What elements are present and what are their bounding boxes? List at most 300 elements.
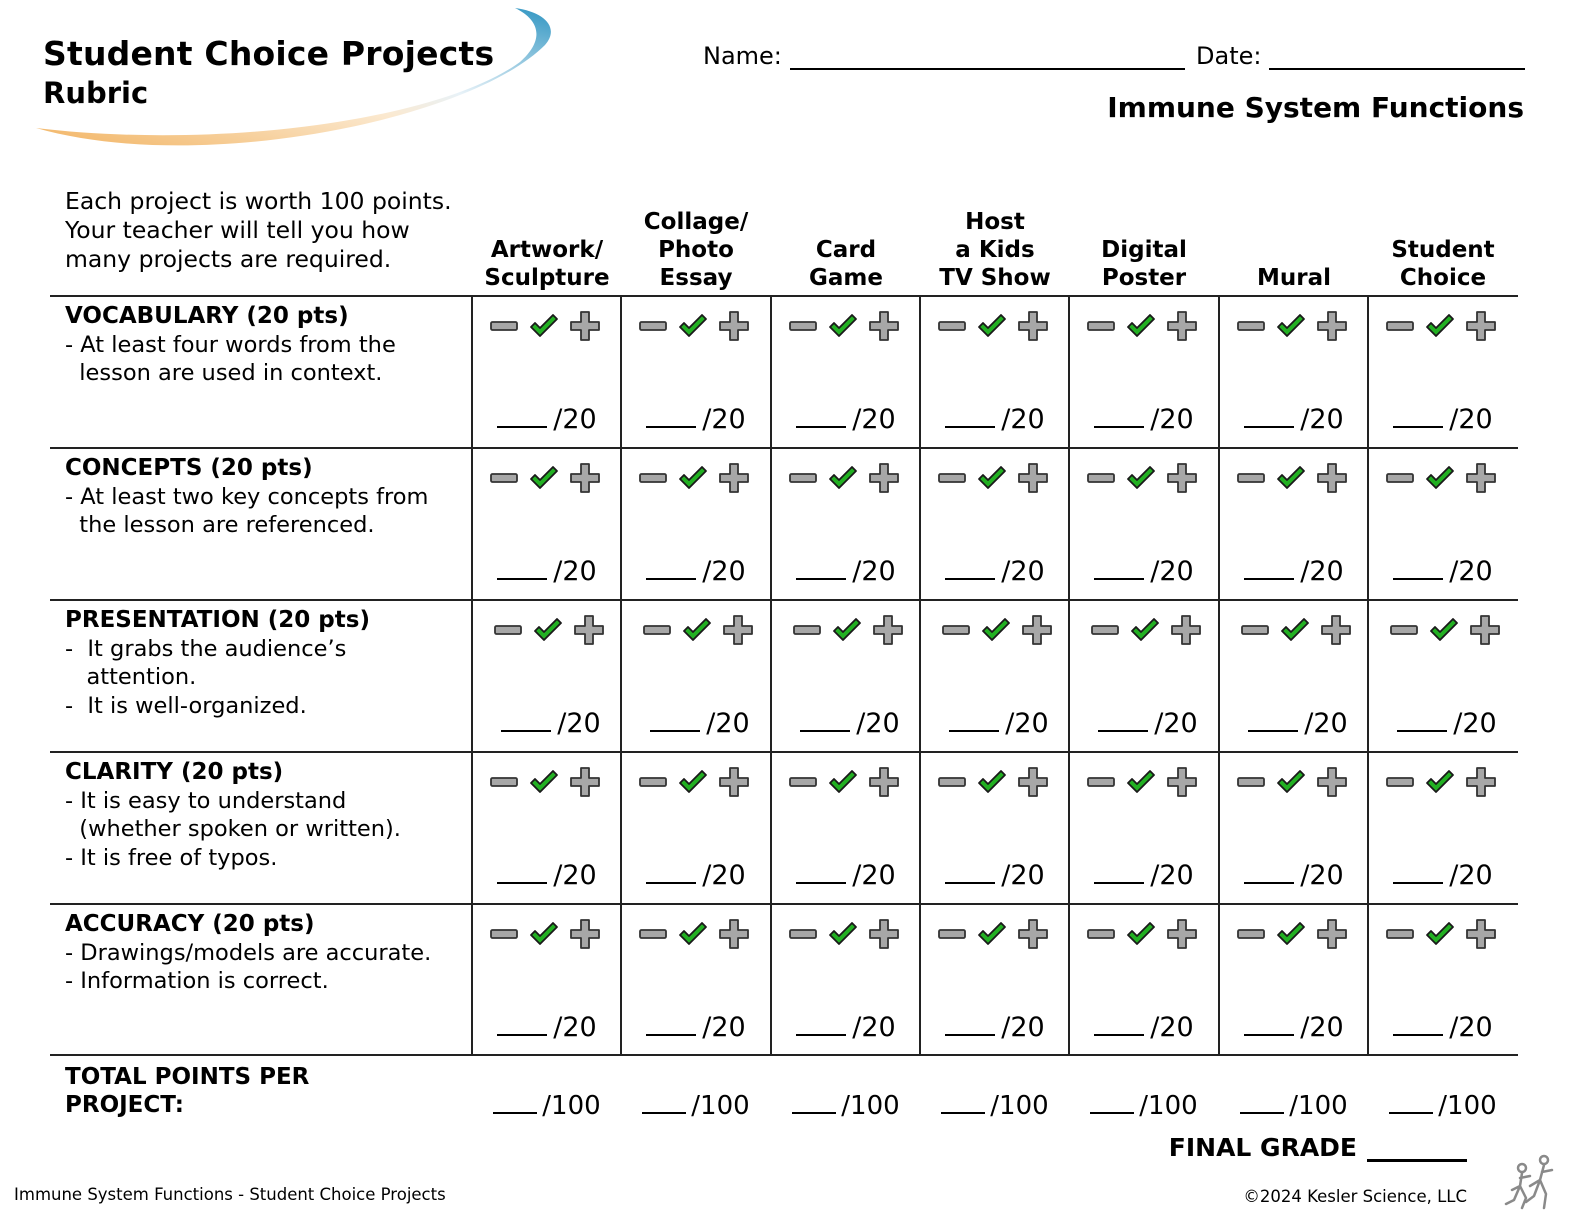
checkmark-icon[interactable]	[1126, 769, 1156, 795]
score-blank[interactable]	[1248, 706, 1298, 732]
minus-icon[interactable]	[1237, 776, 1265, 788]
minus-icon[interactable]	[789, 928, 817, 940]
topic-title: Immune System Functions	[1107, 91, 1524, 124]
plus-icon[interactable]	[869, 463, 899, 493]
total-max: /100	[841, 1091, 900, 1121]
checkmark-icon[interactable]	[1276, 921, 1306, 947]
criterion-description	[65, 910, 470, 996]
score-max: /20	[1001, 404, 1045, 435]
score-field[interactable]	[621, 1010, 771, 1043]
score-max: /20	[1150, 860, 1194, 891]
plus-icon[interactable]	[1018, 311, 1048, 341]
column-header	[920, 200, 1070, 292]
checkmark-icon[interactable]	[529, 921, 559, 947]
page-title: Student Choice Projects	[43, 34, 495, 73]
name-field[interactable]	[703, 42, 1185, 70]
score-field[interactable]	[1069, 858, 1219, 891]
column-header	[472, 200, 622, 292]
score-blank[interactable]	[1397, 706, 1447, 732]
column-header-text	[1101, 236, 1187, 292]
score-field[interactable]	[920, 858, 1070, 891]
plus-icon[interactable]	[1466, 767, 1496, 797]
score-blank[interactable]	[646, 858, 696, 884]
checkmark-icon[interactable]	[977, 465, 1007, 491]
total-blank[interactable]	[1090, 1090, 1134, 1114]
plus-icon[interactable]	[869, 919, 899, 949]
total-blank[interactable]	[941, 1090, 985, 1114]
score-max: /20	[553, 556, 597, 587]
score-field[interactable]	[1368, 1010, 1518, 1043]
column-header-line: Poster	[1101, 265, 1187, 291]
score-max: /20	[852, 1012, 896, 1043]
plus-icon[interactable]	[1167, 919, 1197, 949]
score-max: /20	[553, 404, 597, 435]
checkmark-icon[interactable]	[1126, 313, 1156, 339]
rating-marks[interactable]	[1087, 918, 1197, 950]
score-field[interactable]	[472, 858, 622, 891]
rating-marks[interactable]	[938, 310, 1048, 342]
total-max: /100	[542, 1091, 601, 1121]
total-score-field[interactable]	[621, 1090, 771, 1121]
total-blank[interactable]	[1389, 1090, 1433, 1114]
score-max: /20	[557, 708, 601, 739]
score-blank[interactable]	[1094, 858, 1144, 884]
score-max: /20	[1304, 708, 1348, 739]
minus-icon[interactable]	[490, 928, 518, 940]
minus-icon[interactable]	[789, 472, 817, 484]
score-field[interactable]	[1223, 706, 1373, 739]
minus-icon[interactable]	[639, 320, 667, 332]
score-max: /20	[852, 556, 896, 587]
checkmark-icon[interactable]	[1425, 769, 1455, 795]
name-label: Name:	[703, 42, 782, 70]
checkmark-icon[interactable]	[828, 313, 858, 339]
plus-icon[interactable]	[570, 767, 600, 797]
rating-marks[interactable]	[639, 310, 749, 342]
rating-marks[interactable]	[1237, 462, 1347, 494]
score-field[interactable]	[625, 706, 775, 739]
checkmark-icon[interactable]	[533, 617, 563, 643]
checkmark-icon[interactable]	[678, 313, 708, 339]
column-header-line: Game	[809, 265, 883, 291]
score-field[interactable]	[771, 402, 921, 435]
rating-marks[interactable]	[938, 918, 1048, 950]
score-blank[interactable]	[796, 1010, 846, 1036]
minus-icon[interactable]	[639, 472, 667, 484]
score-blank[interactable]	[796, 554, 846, 580]
checkmark-icon[interactable]	[678, 921, 708, 947]
checkmark-icon[interactable]	[977, 769, 1007, 795]
score-max: /20	[1001, 556, 1045, 587]
score-blank[interactable]	[1393, 858, 1443, 884]
plus-icon[interactable]	[869, 311, 899, 341]
score-blank[interactable]	[1094, 402, 1144, 428]
score-max: /20	[1150, 1012, 1194, 1043]
rating-marks[interactable]	[490, 310, 600, 342]
minus-icon[interactable]	[1386, 320, 1414, 332]
footer-title: Immune System Functions - Student Choice Projects	[14, 1185, 446, 1204]
checkmark-icon[interactable]	[1425, 921, 1455, 947]
rating-marks[interactable]	[942, 614, 1052, 646]
score-field[interactable]	[472, 1010, 622, 1043]
rating-marks[interactable]	[490, 766, 600, 798]
score-blank[interactable]	[1244, 554, 1294, 580]
minus-icon[interactable]	[1087, 320, 1115, 332]
minus-icon[interactable]	[639, 928, 667, 940]
minus-icon[interactable]	[1237, 472, 1265, 484]
rating-marks[interactable]	[1386, 918, 1496, 950]
score-max: /20	[1001, 1012, 1045, 1043]
plus-icon[interactable]	[1018, 767, 1048, 797]
rating-marks[interactable]	[1390, 614, 1500, 646]
score-max: /20	[702, 556, 746, 587]
criterion-bullet: - It is easy to understand	[65, 787, 347, 814]
plus-icon[interactable]	[1022, 615, 1052, 645]
plus-icon[interactable]	[1171, 615, 1201, 645]
checkmark-icon[interactable]	[1276, 769, 1306, 795]
minus-icon[interactable]	[1087, 928, 1115, 940]
score-field[interactable]	[1368, 858, 1518, 891]
score-blank[interactable]	[1094, 554, 1144, 580]
score-field[interactable]	[920, 1010, 1070, 1043]
rating-marks[interactable]	[789, 766, 899, 798]
plus-icon[interactable]	[873, 615, 903, 645]
criterion-bullet: - At least four words from the	[65, 331, 396, 358]
rating-marks[interactable]	[789, 918, 899, 950]
score-blank[interactable]	[1393, 554, 1443, 580]
minus-icon[interactable]	[1386, 928, 1414, 940]
final-grade-label: FINAL GRADE	[1168, 1133, 1357, 1162]
plus-icon[interactable]	[719, 463, 749, 493]
plus-icon[interactable]	[570, 463, 600, 493]
rating-marks[interactable]	[793, 614, 903, 646]
plus-icon[interactable]	[1317, 919, 1347, 949]
score-blank[interactable]	[1244, 402, 1294, 428]
total-blank[interactable]	[792, 1090, 836, 1114]
checkmark-icon[interactable]	[529, 465, 559, 491]
rating-marks[interactable]	[789, 310, 899, 342]
checkmark-icon[interactable]	[1280, 617, 1310, 643]
score-blank[interactable]	[497, 1010, 547, 1036]
total-score-field[interactable]	[472, 1090, 622, 1121]
score-field[interactable]	[920, 554, 1070, 587]
column-header-text	[939, 208, 1051, 292]
plus-icon[interactable]	[1018, 463, 1048, 493]
score-field[interactable]	[1069, 402, 1219, 435]
total-blank[interactable]	[1240, 1090, 1284, 1114]
plus-icon[interactable]	[1466, 311, 1496, 341]
score-field[interactable]	[771, 554, 921, 587]
name-line[interactable]	[790, 44, 1185, 70]
plus-icon[interactable]	[1470, 615, 1500, 645]
total-score-field[interactable]	[771, 1090, 921, 1121]
date-line[interactable]	[1269, 44, 1525, 70]
rating-marks[interactable]	[1087, 462, 1197, 494]
criterion-title: CLARITY (20 pts)	[65, 759, 284, 785]
minus-icon[interactable]	[942, 624, 970, 636]
row-divider	[50, 1054, 1518, 1056]
criterion-bullet: attention.	[65, 664, 197, 690]
checkmark-icon[interactable]	[529, 313, 559, 339]
score-field[interactable]	[1219, 402, 1369, 435]
score-max: /20	[702, 1012, 746, 1043]
date-field[interactable]	[1196, 42, 1525, 70]
kesler-logo-icon	[1500, 1150, 1564, 1212]
score-field[interactable]	[924, 706, 1074, 739]
rating-marks[interactable]	[1087, 310, 1197, 342]
score-field[interactable]	[621, 858, 771, 891]
score-max: /20	[852, 860, 896, 891]
rating-marks[interactable]	[490, 462, 600, 494]
plus-icon[interactable]	[1317, 311, 1347, 341]
score-field[interactable]	[920, 402, 1070, 435]
score-blank[interactable]	[796, 858, 846, 884]
plus-icon[interactable]	[1317, 767, 1347, 797]
total-points-label	[65, 1063, 365, 1119]
score-field[interactable]	[1219, 554, 1369, 587]
score-max: /20	[1005, 708, 1049, 739]
minus-icon[interactable]	[1390, 624, 1418, 636]
checkmark-icon[interactable]	[682, 617, 712, 643]
checkmark-icon[interactable]	[1126, 465, 1156, 491]
score-max: /20	[1449, 860, 1493, 891]
total-score-field[interactable]	[1368, 1090, 1518, 1121]
score-max: /20	[1300, 556, 1344, 587]
rating-marks[interactable]	[1386, 766, 1496, 798]
score-field[interactable]	[1219, 1010, 1369, 1043]
minus-icon[interactable]	[789, 776, 817, 788]
score-blank[interactable]	[501, 706, 551, 732]
checkmark-icon[interactable]	[977, 921, 1007, 947]
total-score-field[interactable]	[1219, 1090, 1369, 1121]
column-header-line: Photo	[658, 237, 734, 263]
score-blank[interactable]	[646, 402, 696, 428]
score-blank[interactable]	[945, 402, 995, 428]
rating-marks[interactable]	[1091, 614, 1201, 646]
score-blank[interactable]	[1393, 1010, 1443, 1036]
column-header-line: Host	[965, 209, 1025, 235]
score-blank[interactable]	[945, 554, 995, 580]
minus-icon[interactable]	[1241, 624, 1269, 636]
checkmark-icon[interactable]	[828, 921, 858, 947]
rating-marks[interactable]	[639, 462, 749, 494]
checkmark-icon[interactable]	[529, 769, 559, 795]
checkmark-icon[interactable]	[678, 769, 708, 795]
score-field[interactable]	[1368, 554, 1518, 587]
checkmark-icon[interactable]	[678, 465, 708, 491]
score-field[interactable]	[1073, 706, 1223, 739]
checkmark-icon[interactable]	[1276, 465, 1306, 491]
checkmark-icon[interactable]	[1126, 921, 1156, 947]
score-blank[interactable]	[945, 858, 995, 884]
minus-icon[interactable]	[938, 776, 966, 788]
plus-icon[interactable]	[723, 615, 753, 645]
score-blank[interactable]	[1094, 1010, 1144, 1036]
total-blank[interactable]	[642, 1090, 686, 1114]
page-subtitle: Rubric	[43, 76, 149, 110]
score-blank[interactable]	[497, 554, 547, 580]
plus-icon[interactable]	[1466, 919, 1496, 949]
plus-icon[interactable]	[719, 311, 749, 341]
criterion-bullet: (whether spoken or written).	[65, 816, 401, 842]
total-blank[interactable]	[493, 1090, 537, 1114]
total-max: /100	[1438, 1091, 1497, 1121]
plus-icon[interactable]	[1321, 615, 1351, 645]
minus-icon[interactable]	[494, 624, 522, 636]
plus-icon[interactable]	[869, 767, 899, 797]
minus-icon[interactable]	[1237, 320, 1265, 332]
total-score-field[interactable]	[920, 1090, 1070, 1121]
plus-icon[interactable]	[1466, 463, 1496, 493]
score-field[interactable]	[771, 1010, 921, 1043]
plus-icon[interactable]	[1167, 767, 1197, 797]
checkmark-icon[interactable]	[1429, 617, 1459, 643]
minus-icon[interactable]	[938, 928, 966, 940]
minus-icon[interactable]	[639, 776, 667, 788]
plus-icon[interactable]	[1018, 919, 1048, 949]
rating-marks[interactable]	[1237, 310, 1347, 342]
score-blank[interactable]	[497, 402, 547, 428]
checkmark-icon[interactable]	[828, 769, 858, 795]
plus-icon[interactable]	[570, 311, 600, 341]
score-blank[interactable]	[796, 402, 846, 428]
score-blank[interactable]	[1393, 402, 1443, 428]
column-header-line: Collage/	[643, 209, 749, 235]
score-blank[interactable]	[800, 706, 850, 732]
score-blank[interactable]	[945, 1010, 995, 1036]
rating-marks[interactable]	[494, 614, 604, 646]
plus-icon[interactable]	[1167, 463, 1197, 493]
rating-marks[interactable]	[789, 462, 899, 494]
checkmark-icon[interactable]	[981, 617, 1011, 643]
score-field[interactable]	[1368, 402, 1518, 435]
final-grade-line[interactable]	[1367, 1137, 1467, 1162]
column-header	[1368, 200, 1518, 292]
plus-icon[interactable]	[1167, 311, 1197, 341]
score-blank[interactable]	[949, 706, 999, 732]
column-header-text	[1257, 264, 1331, 292]
score-max: /20	[852, 404, 896, 435]
score-field[interactable]	[1069, 1010, 1219, 1043]
minus-icon[interactable]	[1237, 928, 1265, 940]
minus-icon[interactable]	[938, 320, 966, 332]
minus-icon[interactable]	[643, 624, 671, 636]
rating-marks[interactable]	[1237, 766, 1347, 798]
score-field[interactable]	[621, 402, 771, 435]
final-grade[interactable]	[1169, 1133, 1467, 1162]
score-field[interactable]	[472, 402, 622, 435]
score-field[interactable]	[775, 706, 925, 739]
score-field[interactable]	[1372, 706, 1522, 739]
minus-icon[interactable]	[789, 320, 817, 332]
minus-icon[interactable]	[1087, 776, 1115, 788]
score-field[interactable]	[476, 706, 626, 739]
score-field[interactable]	[621, 554, 771, 587]
total-score-field[interactable]	[1069, 1090, 1219, 1121]
row-divider	[50, 903, 1518, 905]
column-header	[621, 200, 771, 292]
rating-marks[interactable]	[938, 766, 1048, 798]
plus-icon[interactable]	[574, 615, 604, 645]
rating-marks[interactable]	[1386, 462, 1496, 494]
criterion-description	[65, 758, 470, 872]
plus-icon[interactable]	[719, 767, 749, 797]
rating-marks[interactable]	[938, 462, 1048, 494]
score-blank[interactable]	[646, 554, 696, 580]
date-label: Date:	[1196, 42, 1262, 70]
checkmark-icon[interactable]	[1276, 313, 1306, 339]
plus-icon[interactable]	[719, 919, 749, 949]
rating-marks[interactable]	[1087, 766, 1197, 798]
rating-marks[interactable]	[490, 918, 600, 950]
rating-marks[interactable]	[1386, 310, 1496, 342]
score-blank[interactable]	[1244, 1010, 1294, 1036]
rating-marks[interactable]	[639, 766, 749, 798]
score-field[interactable]	[771, 858, 921, 891]
column-header-line: Essay	[659, 265, 733, 291]
checkmark-icon[interactable]	[1425, 465, 1455, 491]
minus-icon[interactable]	[490, 472, 518, 484]
column-header	[771, 200, 921, 292]
minus-icon[interactable]	[1386, 472, 1414, 484]
rating-marks[interactable]	[1241, 614, 1351, 646]
minus-icon[interactable]	[490, 320, 518, 332]
minus-icon[interactable]	[938, 472, 966, 484]
rating-marks[interactable]	[1237, 918, 1347, 950]
rating-marks[interactable]	[639, 918, 749, 950]
checkmark-icon[interactable]	[828, 465, 858, 491]
rating-marks[interactable]	[643, 614, 753, 646]
score-field[interactable]	[1069, 554, 1219, 587]
score-blank[interactable]	[497, 858, 547, 884]
minus-icon[interactable]	[793, 624, 821, 636]
total-max: /100	[990, 1091, 1049, 1121]
column-header-line: Digital	[1101, 237, 1187, 263]
plus-icon[interactable]	[1317, 463, 1347, 493]
total-label-line: PROJECT:	[65, 1092, 184, 1118]
minus-icon[interactable]	[490, 776, 518, 788]
plus-icon[interactable]	[570, 919, 600, 949]
column-header	[1219, 200, 1369, 292]
checkmark-icon[interactable]	[1425, 313, 1455, 339]
column-header-line: Card	[815, 237, 877, 263]
score-max: /20	[553, 1012, 597, 1043]
minus-icon[interactable]	[1386, 776, 1414, 788]
column-header-text	[809, 236, 883, 292]
score-blank[interactable]	[1098, 706, 1148, 732]
criterion-bullet: - Information is correct.	[65, 968, 329, 994]
score-max: /20	[1300, 404, 1344, 435]
score-blank[interactable]	[646, 1010, 696, 1036]
score-blank[interactable]	[1244, 858, 1294, 884]
checkmark-icon[interactable]	[832, 617, 862, 643]
score-field[interactable]	[1219, 858, 1369, 891]
column-header-text	[484, 236, 609, 292]
criterion-bullet: - It grabs the audience’s	[65, 635, 347, 662]
checkmark-icon[interactable]	[1130, 617, 1160, 643]
minus-icon[interactable]	[1087, 472, 1115, 484]
minus-icon[interactable]	[1091, 624, 1119, 636]
score-blank[interactable]	[650, 706, 700, 732]
criterion-title: CONCEPTS (20 pts)	[65, 455, 313, 481]
total-max: /100	[1139, 1091, 1198, 1121]
criterion-bullet: - Drawings/models are accurate.	[65, 939, 432, 966]
checkmark-icon[interactable]	[977, 313, 1007, 339]
total-max: /100	[691, 1091, 750, 1121]
score-max: /20	[1154, 708, 1198, 739]
row-divider	[50, 599, 1518, 601]
score-field[interactable]	[472, 554, 622, 587]
